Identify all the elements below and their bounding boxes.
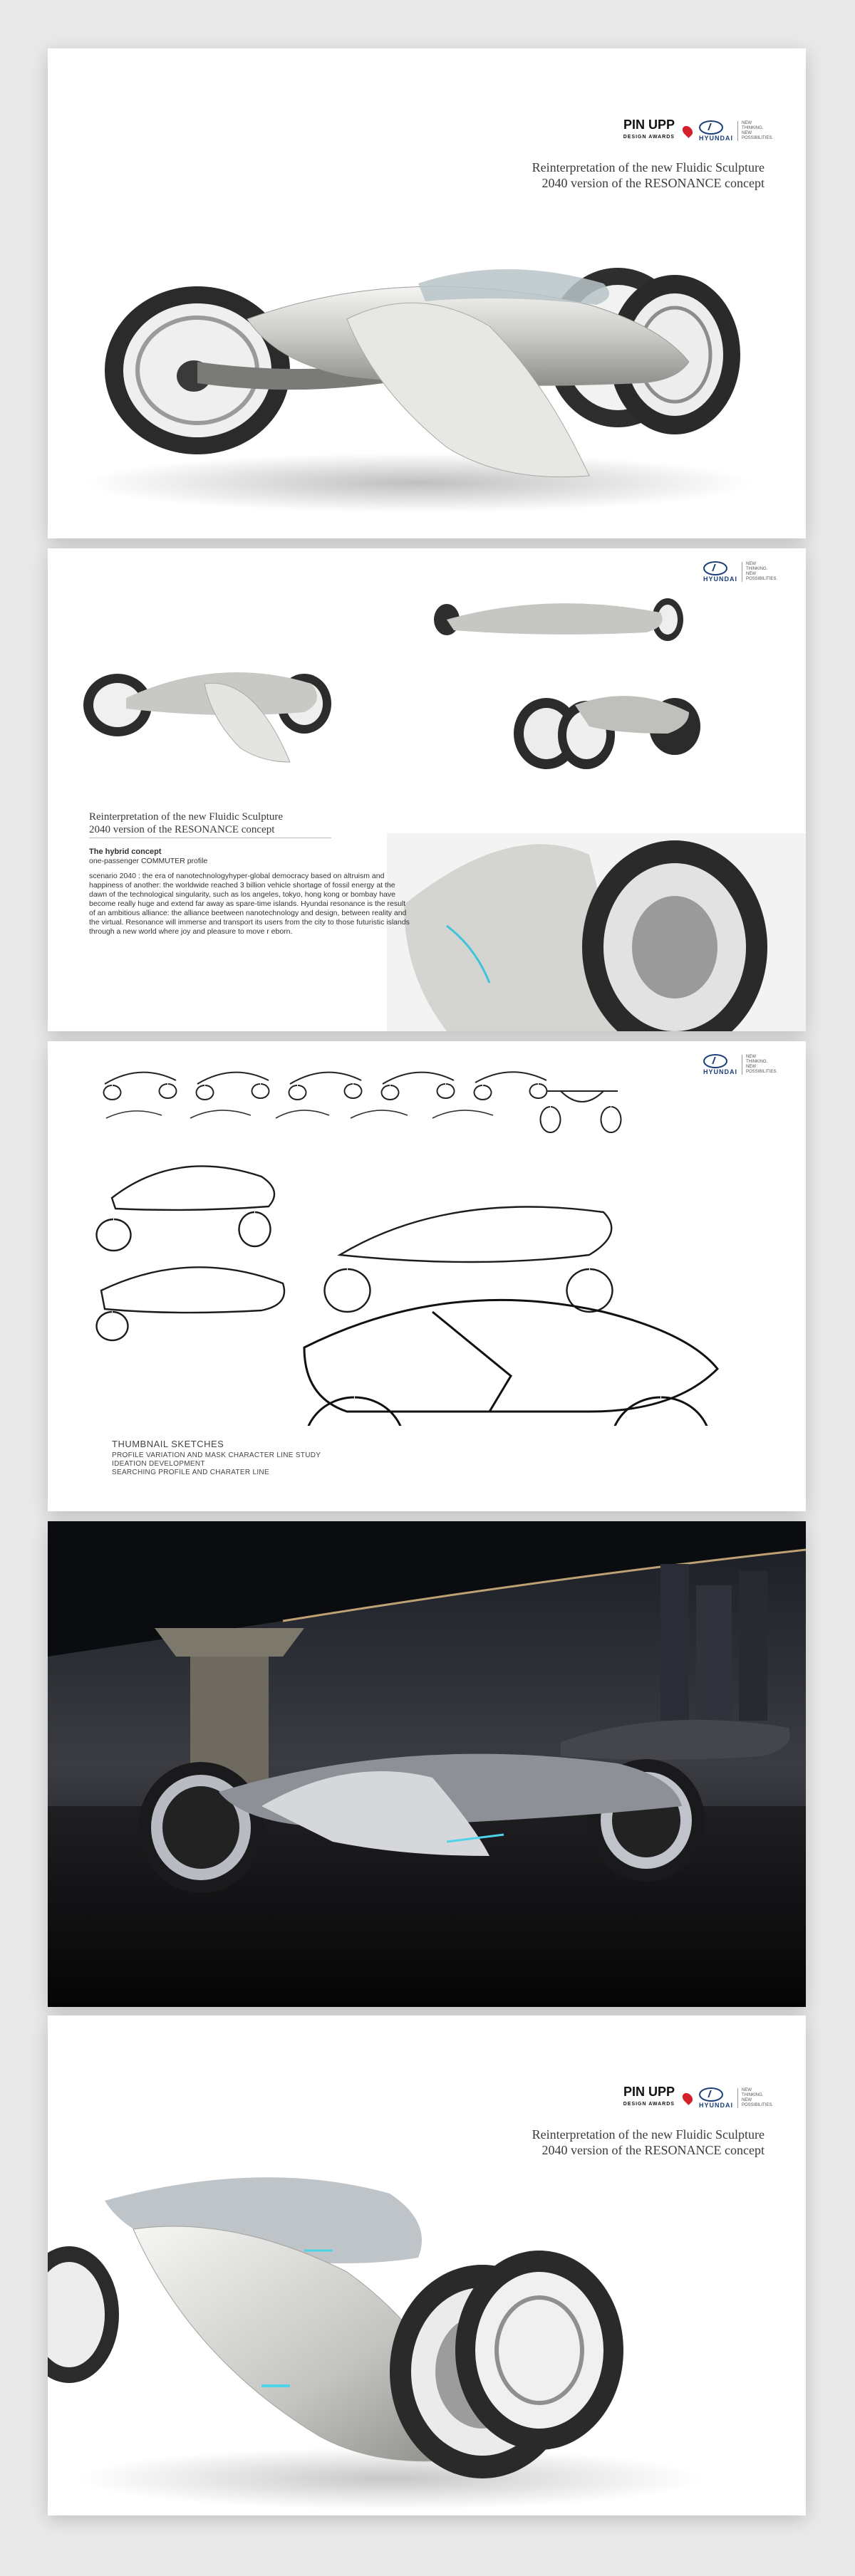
sketch-caption-line: PROFILE VARIATION AND MASK CHARACTER LINE STUDY	[112, 1451, 321, 1459]
tagline-line: NEW	[745, 562, 756, 566]
headline-line-1: Reinterpretation of the new Fluidic Sculpture	[532, 2127, 765, 2142]
tagline-line: POSSIBILITIES.	[741, 2103, 773, 2107]
sketch-caption	[112, 1440, 321, 1477]
tagline-line: NEW	[741, 131, 752, 135]
tagline-line: POSSIBILITIES.	[741, 136, 773, 140]
front-three-quarter-render	[514, 696, 700, 769]
side-view-render	[83, 672, 331, 762]
night-scene-render	[48, 1521, 806, 2007]
sketch-caption-line: SEARCHING PROFILE AND CHARATER LINE	[112, 1469, 269, 1476]
tagline-line: THINKING.	[745, 1060, 768, 1064]
pinupp-subtitle: DESIGN AWARDS	[623, 135, 675, 140]
sketch-title: THUMBNAIL SKETCHES	[112, 1439, 224, 1449]
profile-sketch-1	[97, 1166, 275, 1251]
tagline-line: NEW	[741, 2098, 752, 2102]
vehicle-render-side-perspective	[48, 48, 806, 538]
board-thumbnail-sketches	[48, 1041, 806, 1511]
tagline-line: POSSIBILITIES.	[745, 577, 777, 581]
front-view-sketches	[541, 1091, 621, 1132]
hyundai-wordmark: HYUNDAI	[698, 2102, 733, 2109]
headline-line-2: 2040 version of the RESONANCE concept	[542, 2143, 765, 2157]
headline-line-1: Reinterpretation of the new Fluidic Sculpture	[89, 811, 284, 823]
board-closeup-render	[48, 2016, 806, 2515]
profile-sketch-3	[97, 1267, 285, 1340]
pinupp-subtitle: DESIGN AWARDS	[623, 2102, 675, 2107]
concept-subtitle: one-passenger COMMUTER profile	[89, 857, 208, 865]
hyundai-wordmark: HYUNDAI	[698, 135, 733, 142]
tagline-line: NEW	[741, 121, 752, 125]
hyundai-wordmark: HYUNDAI	[703, 1068, 737, 1075]
headline-line-1: Reinterpretation of the new Fluidic Sculpture	[532, 160, 765, 174]
concept-description	[89, 848, 410, 937]
board-concept-views	[48, 548, 806, 1031]
board-hero-render	[48, 48, 806, 538]
vehicle-render-closeup	[48, 2016, 806, 2515]
tagline-line: NEW	[745, 572, 756, 576]
thumbnail-row-1	[104, 1072, 547, 1100]
sketch-caption-line: IDEATION DEVELOPMENT	[112, 1460, 205, 1468]
rear-three-quarter-render	[434, 598, 683, 641]
scenario-paragraph: scenario 2040 : the era of nanotechnologyhyper-global democracy based on altruism and happiness of another: the worldwide reached 3 billion vehicle shortage of fossil energy at the dawn of the technological singularity, such as los angeles, tokyo, hong kong or bombay have become really huge and extend far away as spare-time islands. Hyundai resonance is the result of an ambitious alliance: the alliance beetween nanotechnology and design, between reality and the virtual. Resonance will immerse and transport its users from the city to those futuristic islands through a new world where joy and pleasure to move r eborn.	[89, 872, 410, 936]
hyundai-wordmark: HYUNDAI	[703, 575, 737, 583]
profile-sketch-2	[325, 1207, 613, 1312]
tagline-line: POSSIBILITIES.	[745, 1070, 777, 1074]
pinupp-wordmark: PIN UPP	[623, 2085, 675, 2099]
headline-line-2: 2040 version of the RESONANCE concept	[89, 824, 275, 835]
tagline-line: NEW	[741, 2088, 752, 2092]
thumbnail-row-2	[106, 1110, 493, 1118]
concept-title: The hybrid concept	[89, 848, 162, 856]
concept-headline	[89, 810, 283, 836]
sketch-collage	[48, 1041, 806, 1426]
tagline-line: THINKING.	[741, 2093, 764, 2097]
tagline-line: NEW	[745, 1055, 756, 1059]
tagline-line: NEW	[745, 1065, 756, 1069]
tagline-line: THINKING.	[745, 567, 768, 571]
headline-line-2: 2040 version of the RESONANCE concept	[542, 176, 765, 190]
main-profile-sketch	[304, 1300, 717, 1426]
tagline-line: THINKING.	[741, 126, 764, 130]
closeup-wheel-render	[387, 833, 806, 1031]
concept-view-renders	[48, 548, 806, 1031]
pinupp-wordmark: PIN UPP	[623, 118, 675, 132]
board-night-scene	[48, 1521, 806, 2007]
